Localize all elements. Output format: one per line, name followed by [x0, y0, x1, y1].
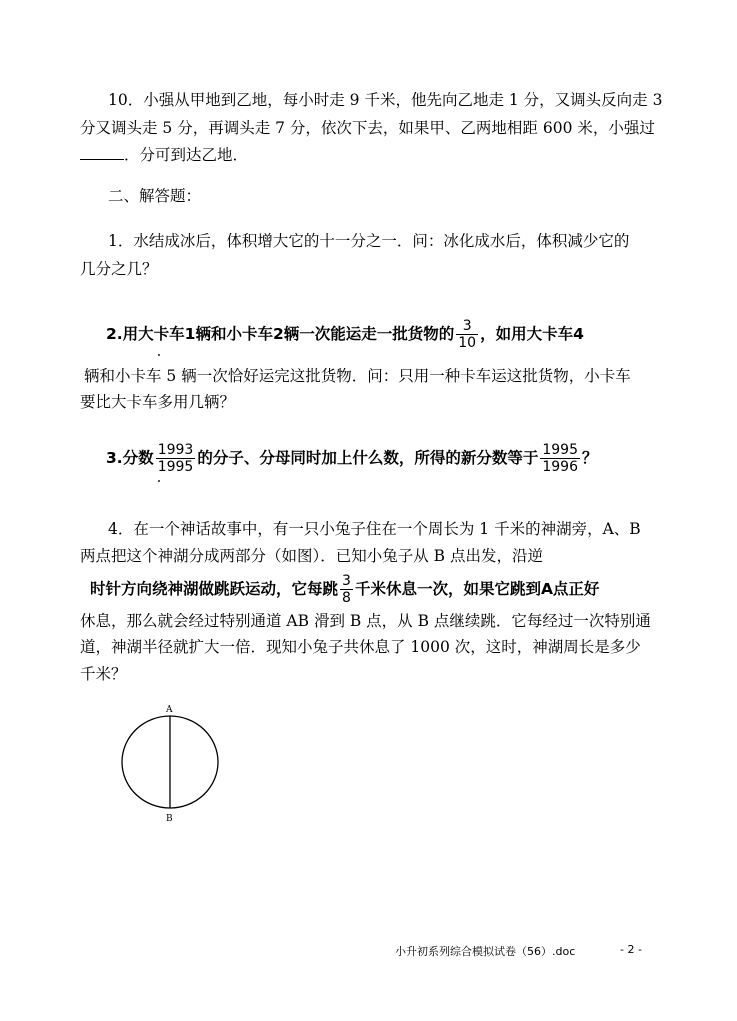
q4-fraction [340, 573, 353, 606]
q3-frac1-den: 1995 [157, 459, 194, 475]
stray-dot [158, 480, 160, 482]
q2-line2: 辆和小卡车 5 辆一次恰好运完这批货物．问：只用一种卡车运这批货物，小卡车 [84, 367, 631, 385]
section-title: 二、解答题： [108, 187, 202, 205]
q3-text-part2: 的分子、分母同时加上什么数，所得的新分数等于 [197, 449, 539, 467]
lake-figure [110, 700, 230, 825]
label-a: A [166, 705, 173, 715]
q4-text-part2: 千米休息一次，如果它跳到A点正好 [354, 580, 600, 598]
q2-text-part1: 2.用大卡车1辆和小卡车2辆一次能运走一批货物的 [106, 325, 455, 343]
answer-blank[interactable] [80, 145, 124, 160]
q3-frac1-num: 1993 [157, 442, 194, 458]
q10-line1: 10．小强从甲地到乙地，每小时走 9 千米，他先向乙地走 1 分，又调头反向走 3 [108, 91, 663, 109]
q4-line5: 道，神湖半径就扩大一倍．现知小兔子共休息了 1000 次，这时，神湖周长是多少 [80, 638, 641, 656]
q3-text-part1: 3.分数 [106, 449, 154, 467]
stray-dot [158, 354, 160, 356]
q4-frac-num: 3 [342, 573, 351, 589]
q2-line3: 要比大卡车多用几辆？ [80, 393, 236, 411]
q4-line6: 千米？ [80, 665, 127, 683]
q3-fraction1 [156, 442, 196, 475]
q10-line3 [80, 145, 248, 165]
q2-text-part2: ，如用大卡车4 [480, 325, 584, 343]
q10-line3-text: ．分可到达乙地． [124, 146, 249, 164]
q2-fraction [456, 318, 478, 351]
q1-line1: 1．水结成冰后，体积增大它的十一分之一．问：冰化成水后，体积减少它的 [108, 232, 630, 250]
q4-line1: 4．在一个神话故事中，有一只小兔子住在一个周长为 1 千米的神湖旁，A、B [108, 520, 641, 538]
footer-page-number: - 2 - [620, 943, 642, 956]
q3-frac2-den: 1996 [542, 459, 578, 475]
q4-line2: 两点把这个神湖分成两部分（如图）．已知小兔子从 B 点出发，沿逆 [80, 547, 543, 565]
q2-frac-den: 10 [458, 335, 477, 351]
q4-text-part1: 时针方向绕神湖做跳跃运动，它每跳 [90, 580, 339, 598]
label-b: B [166, 814, 173, 824]
q4-line3 [90, 572, 599, 606]
q4-frac-den: 8 [342, 590, 351, 606]
q10-line2: 分又调头走 5 分，再调头走 7 分，依次下去，如果甲、乙两地相距 600 米，小强过 [80, 119, 655, 137]
q2-frac-num: 3 [462, 318, 472, 334]
q3-text-part3: ？ [581, 449, 598, 467]
q3-fraction2 [540, 442, 580, 475]
q3-frac2-num: 1995 [542, 442, 578, 458]
footer-filename: 小升初系列综合模拟试卷（56）.doc [395, 945, 576, 958]
q4-line4: 休息，那么就会经过特别通道 AB 滑到 B 点，从 B 点继续跳．它每经过一次特别通 [80, 612, 651, 630]
q3-line1 [106, 440, 598, 476]
q1-line2: 几分之几？ [80, 260, 158, 278]
q2-line1 [106, 318, 584, 351]
